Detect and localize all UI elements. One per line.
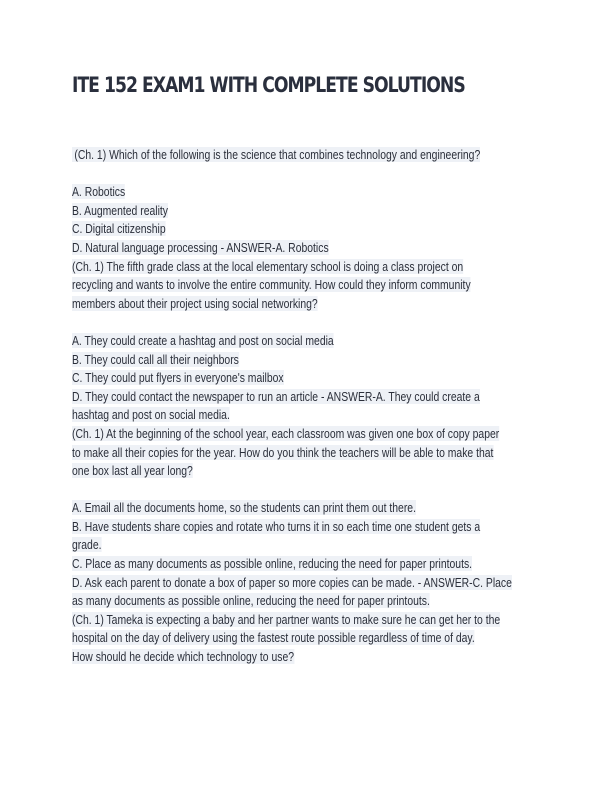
text-line: hospital on the day of delivery using the fastest route possible regardless of time of day. — [72, 630, 475, 646]
text-line: D. Natural language processing - ANSWER-A. Robotics — [72, 239, 329, 255]
text-line: How should he decide which technology to use? — [72, 649, 295, 665]
text-line: grade. — [72, 537, 102, 553]
text-line: C. They could put flyers in everyone's mailbox — [72, 370, 284, 386]
document-title: ITE 152 EXAM1 WITH COMPLETE SOLUTIONS — [72, 73, 465, 97]
text-line: (Ch. 1) Which of the following is the science that combines technology and engineering? — [72, 146, 448, 165]
text-line: (Ch. 1) Tameka is expecting a baby and her partner wants to make sure he can get her to the — [72, 611, 501, 627]
text-line: B. Have students share copies and rotate who turns it in so each time one student gets a — [72, 518, 481, 534]
text-line: B. They could call all their neighbors — [72, 351, 239, 367]
text-line: A. Email all the documents home, so the students can print them out there. — [72, 500, 416, 516]
text-line: (Ch. 1) The fifth grade class at the local elementary school is doing a class project on — [72, 258, 464, 274]
text-line: C. Place as many documents as possible online, reducing the need for paper printouts. — [72, 556, 473, 572]
text-line: hashtag and post on social media. — [72, 407, 230, 423]
text-line: C. Digital citizenship — [72, 221, 166, 237]
text-line: A. They could create a hashtag and post on social media — [72, 332, 334, 348]
text-line: (Ch. 1) At the beginning of the school year, each classroom was given one box of copy paper — [72, 425, 500, 441]
text-line: members about their project using social networking? — [72, 295, 318, 311]
text-line: A. Robotics — [72, 184, 126, 200]
text-line: D. Ask each parent to donate a box of paper so more copies can be made. - ANSWER-C. Place — [72, 574, 512, 590]
text-line: D. They could contact the newspaper to run an article - ANSWER-A. They could create a — [72, 388, 480, 404]
blank-line — [72, 165, 542, 184]
blank-line — [72, 481, 542, 500]
text-line: recycling and wants to involve the entire community. How could they inform community — [72, 277, 471, 293]
blank-line — [72, 313, 542, 332]
document-body — [72, 146, 542, 667]
text-line: to make all their copies for the year. How do you think the teachers will be able to make that — [72, 444, 494, 460]
text-line: as many documents as possible online, reducing the need for paper printouts. — [72, 593, 430, 609]
text-line: B. Augmented reality — [72, 202, 168, 218]
text-line: one box last all year long? — [72, 463, 193, 479]
